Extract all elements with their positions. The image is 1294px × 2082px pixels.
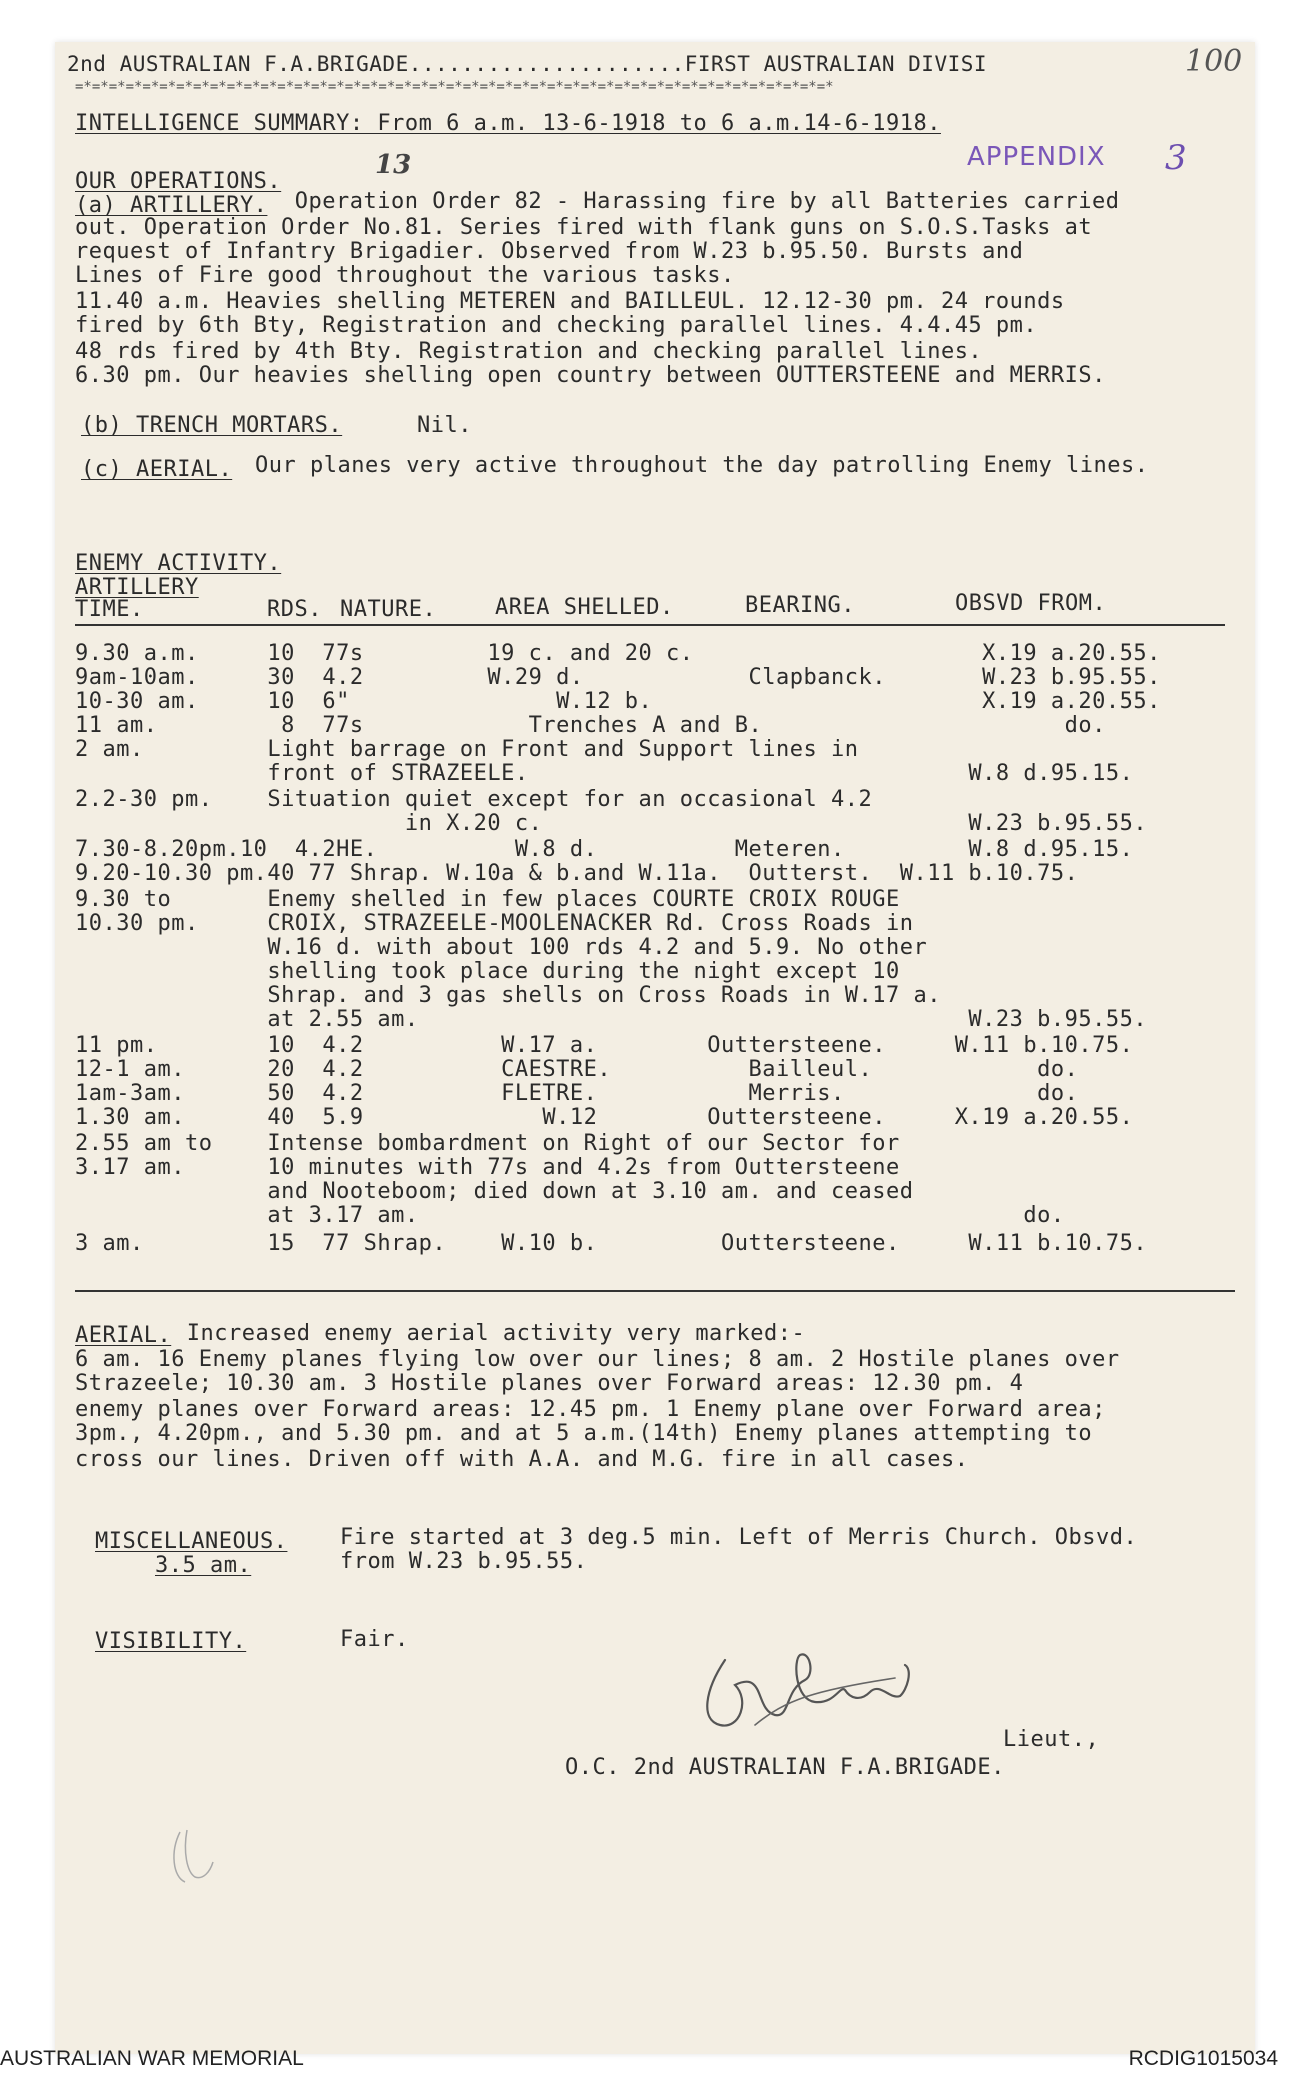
table-row: 7.30-8.20pm.10 4.2HE. W.8 d. Meteren. W.8 d.95.15.	[75, 837, 1134, 862]
table-row: 9am-10am. 30 4.2 W.29 d. Clapbanck. W.23 b.95.55.	[75, 665, 1161, 690]
table-row: 3 am. 15 77 Shrap. W.10 b. Outtersteene. W.11 b.10.75.	[75, 1231, 1148, 1256]
table-row: 10.30 pm. CROIX, STRAZEELE-MOOLENACKER Rd. Cross Roads in	[75, 911, 914, 936]
enemy-artillery-subheading: ARTILLERY	[75, 575, 199, 600]
pencil-initials-mark	[165, 1822, 225, 1892]
artillery-line: fired by 6th Bty, Registration and checking parallel lines. 4.4.45 pm.	[75, 313, 1038, 338]
artillery-line: request of Infantry Brigadier. Observed from W.23 b.95.50. Bursts and	[75, 239, 1024, 264]
column-area-shelled: AREA SHELLED.	[495, 595, 674, 620]
table-row: shelling took place during the night except 10	[75, 959, 900, 984]
table-row: 2 am. Light barrage on Front and Support lines in	[75, 737, 859, 762]
table-row: Shrap. and 3 gas shells on Cross Roads in W.17 a.	[75, 983, 941, 1008]
aerial-ops-label: (c) AERIAL.	[81, 457, 233, 482]
aerial-ops-text: Our planes very active throughout the day patrolling Enemy lines.	[255, 453, 1149, 478]
header-separator: =*=*=*=*=*=*=*=*=*=*=*=*=*=*=*=*=*=*=*=*=*=*=*=*=*=*=*=*=*=*=*=*=*=*=*=*=*=*=*=*=*=*=*=*=*	[75, 80, 834, 94]
operations-heading: OUR OPERATIONS.	[75, 169, 282, 194]
table-row: and Nooteboom; died down at 3.10 am. and ceased	[75, 1179, 914, 1204]
table-row: 9.20-10.30 pm.40 77 Shrap. W.10a & b.and W.11a. Outterst. W.11 b.10.75.	[75, 861, 1079, 886]
column-observed-from: OBSVD FROM.	[955, 591, 1107, 616]
footer-record-id: RCDIG1015034	[1128, 2047, 1278, 2070]
page-mark: 13	[375, 150, 412, 180]
table-row: 2.2-30 pm. Situation quiet except for an occasional 4.2	[75, 787, 873, 812]
aerial-label: AERIAL.	[75, 1323, 172, 1348]
appendix-stamp: APPENDIX	[967, 142, 1106, 172]
misc-line: Fire started at 3 deg.5 min. Left of Merris Church. Obsvd.	[340, 1525, 1138, 1550]
artillery-line: Lines of Fire good throughout the various tasks.	[75, 263, 735, 288]
summary-title: INTELLIGENCE SUMMARY: From 6 a.m. 13-6-1918 to 6 a.m.14-6-1918.	[75, 111, 941, 136]
artillery-line: Operation Order 82 - Harassing fire by all Batteries carried	[281, 189, 1120, 214]
table-row: front of STRAZEELE. W.8 d.95.15.	[75, 761, 1134, 786]
table-row: 10-30 am. 10 6" W.12 b. X.19 a.20.55.	[75, 689, 1161, 714]
table-row: in X.20 c. W.23 b.95.55.	[75, 811, 1148, 836]
table-row: 2.55 am to Intense bombardment on Right of our Sector for	[75, 1131, 900, 1156]
aerial-line: enemy planes over Forward areas: 12.45 pm. 1 Enemy plane over Forward area;	[75, 1397, 1106, 1422]
artillery-line: 6.30 pm. Our heavies shelling open country between OUTTERSTEENE and MERRIS.	[75, 363, 1106, 388]
aerial-line: cross our lines. Driven off with A.A. and M.G. fire in all cases.	[75, 1447, 969, 1472]
visibility-label: VISIBILITY.	[95, 1629, 247, 1654]
table-row: 1.30 am. 40 5.9 W.12 Outtersteene. X.19 a.20.55.	[75, 1105, 1134, 1130]
misc-time: 3.5 am.	[155, 1553, 252, 1578]
artillery-label: (a) ARTILLERY.	[75, 193, 268, 218]
appendix-number: 3	[1165, 138, 1187, 178]
aerial-line: Increased enemy aerial activity very marked:-	[173, 1321, 806, 1346]
misc-label: MISCELLANEOUS.	[95, 1529, 288, 1554]
table-row: 9.30 a.m. 10 77s 19 c. and 20 c. X.19 a.20.55.	[75, 641, 1161, 666]
column-rds: RDS.	[267, 597, 322, 622]
table-row: 11 am. 8 77s Trenches A and B. do.	[75, 713, 1106, 738]
table-row: 12-1 am. 20 4.2 CAESTRE. Bailleul. do.	[75, 1057, 1079, 1082]
table-row: 3.17 am. 10 minutes with 77s and 4.2s from Outtersteene	[75, 1155, 900, 1180]
trench-mortars-label: (b) TRENCH MORTARS.	[81, 413, 343, 438]
table-row: 1am-3am. 50 4.2 FLETRE. Merris. do.	[75, 1081, 1079, 1106]
signatory-rank: Lieut.,	[1003, 1727, 1100, 1752]
misc-line: from W.23 b.95.55.	[340, 1549, 588, 1574]
aerial-line: 3pm., 4.20pm., and 5.30 pm. and at 5 a.m.(14th) Enemy planes attempting to	[75, 1421, 1093, 1446]
aerial-line: 6 am. 16 Enemy planes flying low over our lines; 8 am. 2 Hostile planes over	[75, 1347, 1120, 1372]
unit-header: 2nd AUSTRALIAN F.A.BRIGADE.....................FIRST AUSTRALIAN DIVISI	[67, 52, 988, 76]
table-row: 9.30 to Enemy shelled in few places COURTE CROIX ROUGE	[75, 887, 900, 912]
artillery-line: 11.40 a.m. Heavies shelling METEREN and BAILLEUL. 12.12-30 pm. 24 rounds	[75, 289, 1065, 314]
table-rule	[75, 624, 1225, 626]
handwritten-signature	[695, 1630, 925, 1750]
trench-mortars-text: Nil.	[417, 413, 472, 438]
column-time: TIME.	[75, 597, 144, 622]
table-row: at 3.17 am. do.	[75, 1203, 1065, 1228]
artillery-line: out. Operation Order No.81. Series fired with flank guns on S.O.S.Tasks at	[75, 215, 1093, 240]
artillery-line: 48 rds fired by 4th Bty. Registration and checking parallel lines.	[75, 339, 983, 364]
column-bearing: BEARING.	[745, 593, 855, 618]
footer-archive-name: AUSTRALIAN WAR MEMORIAL	[0, 2047, 304, 2070]
signatory-office: O.C. 2nd AUSTRALIAN F.A.BRIGADE.	[565, 1755, 1005, 1780]
table-row: at 2.55 am. W.23 b.95.55.	[75, 1007, 1148, 1032]
aerial-line: Strazeele; 10.30 am. 3 Hostile planes over Forward areas: 12.30 pm. 4	[75, 1371, 1024, 1396]
table-row: W.16 d. with about 100 rds 4.2 and 5.9. No other	[75, 935, 928, 960]
section-rule	[75, 1290, 1235, 1292]
document-page	[55, 42, 1255, 2054]
enemy-heading: ENEMY ACTIVITY.	[75, 551, 282, 576]
folio-number: 100	[1185, 44, 1243, 79]
table-row: 11 pm. 10 4.2 W.17 a. Outtersteene. W.11 b.10.75.	[75, 1033, 1134, 1058]
column-nature: NATURE.	[340, 597, 437, 622]
visibility-value: Fair.	[340, 1627, 409, 1652]
